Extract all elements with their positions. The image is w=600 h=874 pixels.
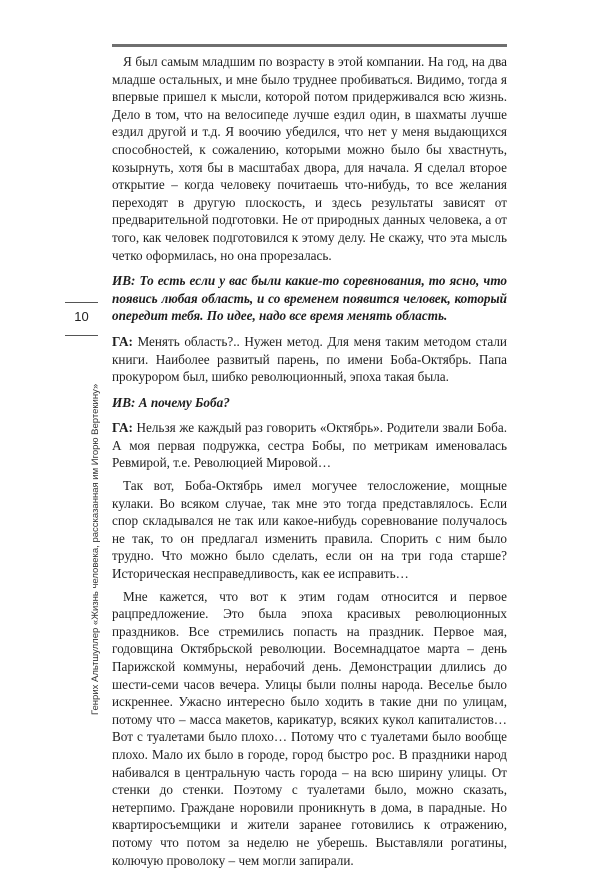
paragraph: Мне кажется, что вот к этим годам относится и первое рацпредложение. Это была эпоха красивых революционных праздников. Все стремились попасть на праздник. Первое мая, годовщина Октябрьской революции. Восемнадцатое марта – день Парижской коммуны, нерабочий день. Демонстрации длились до шести-семи часов вечера. Улицы были полны народа. Веселье было искреннее. Ужасно интересно было ходить в такие дни по улицам, потому что – масса макетов, карикатур, всяких кукол капиталистов… Вот с туалетами было плохо… Потому что с туалетами было вообще плохо. Мало их было в городе, город быстро рос. В праздники народ набивался в центральную часть города – на всю ширину улицы. От стенки до стенки. Поэтому с туалетами было, можно сказать, нетерпимо. Граждане норовили проникнуть в дома, в парадные. Но квартиросъемщики и жители заранее готовились к отражению, потому что потом за неделю не уберешь. Выставляли рогатины, колючую проволоку – чем могли запирали. [112,588,507,868]
interviewer-question: ИВ: То есть если у вас были какие-то соревнования, то ясно, что появись любая область, и со временем появится человек, который опередит тебя. По идее, надо все время менять область. [112,273,507,324]
paragraph: Так вот, Боба-Октябрь имел могучее телосложение, мощные кулаки. Во всяком случае, так мне это тогда представлялось. Если спор складывался не так или какое-нибудь соревнование получалось не так, то он предлагал изменить правила. Спорить с ним было трудно. Что можно было сделать, если он на три года старше? Историческая несправедливость, как ее исправить… [112,478,507,582]
page-number-rule [65,335,98,336]
answer-paragraph [112,419,507,472]
page-number-rule [65,302,98,303]
speaker-label: ГА: [112,333,133,349]
answer-text: Менять область?.. Нужен метод. Для меня таким методом стали книги. Наиболее развитый парень, по имени Боба-Октябрь. Папа прокурором был, шибко революционный, эпоха такая была. [112,333,507,385]
page-number: 10 [74,309,89,324]
running-head: Генрих Альтшуллер «Жизнь человека, рассказанная им Игорю Вертекину» [90,383,101,715]
speaker-label: ГА: [112,420,133,436]
answer-text: Нельзя же каждый раз говорить «Октябрь». Родители звали Боба. А моя первая подружка, сестра Бобы, по метрикам именовалась Ревмирой, т.е. Революцией Мировой… [112,420,507,471]
answer-paragraph [112,333,507,386]
top-rule [112,44,507,47]
paragraph: Я был самым младшим по возрасту в этой компании. На год, на два младше остальных, и мне было труднее пробиваться. Видимо, тогда я впервые пришел к мысли, которой потом придерживался всю жизнь. Дело в том, что на велосипеде лучше ездил один, в шахматы лучше ездил другой и т.д. Я воочию убедился, что нет у меня выдающихся способностей, к сожалению, которыми можно было бы хвастнуть, козырнуть, хотя бы в масштабах двора, для начала. Я сделал второе открытие – когда человеку почитаешь что-нибудь, то все желания переходят в другую плоскость, и здесь результаты зависят от предварительной подготовки. Не от природных данных человека, а от того, как человек подготовился к этому делу. Не скажу, что эта мысль четко оформилась, но она прорезалась. [112,54,507,263]
interviewer-question: ИВ: А почему Боба? [112,394,230,410]
page-content [112,53,507,874]
